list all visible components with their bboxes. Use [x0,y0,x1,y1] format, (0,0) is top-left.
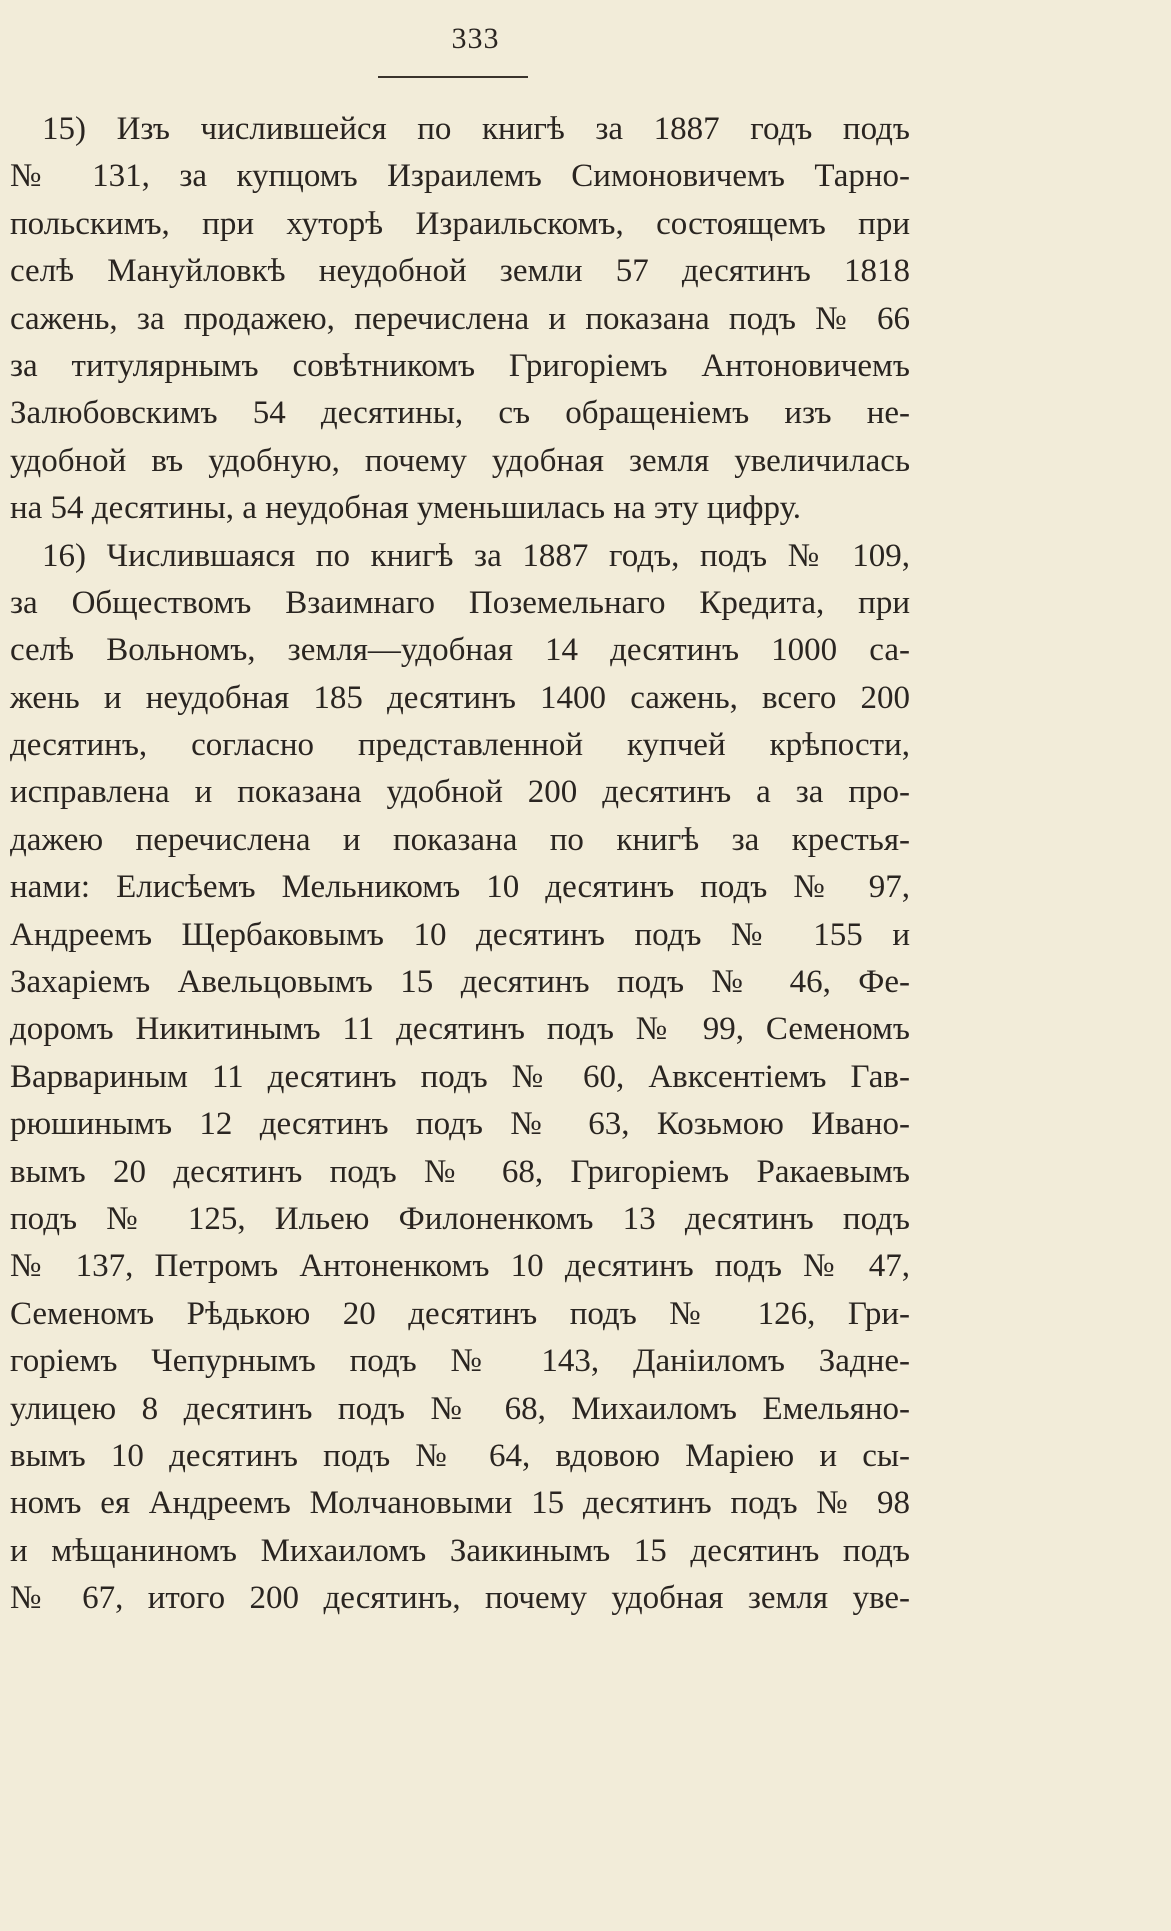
text-line: горіемъ Чепурнымъ подъ № 143, Даніиломъ Задне- [10,1343,910,1380]
text-line: номъ ея Андреемъ Молчановыми 15 десятинъ подъ № 98 [10,1485,910,1522]
text-line: Семеномъ Рѣдькою 20 десятинъ подъ № 126, Гри- [10,1295,910,1332]
text-line: селѣ Вольномъ, земля—удобная 14 десятинъ 1000 са- [10,632,910,669]
text-line: рюшинымъ 12 десятинъ подъ № 63, Козьмою Ивано- [10,1106,910,1143]
text-line: Залюбовскимъ 54 десятины, съ обращеніемъ изъ не- [10,395,910,432]
text-line: польскимъ, при хуторѣ Израильскомъ, состоящемъ при [10,205,910,242]
text-line: сажень, за продажею, перечислена и показана подъ № 66 [10,300,910,337]
text-line: нами: Елисѣемъ Мельникомъ 10 десятинъ подъ № 97, [10,869,910,906]
text-line: Захаріемъ Авельцовымъ 15 десятинъ подъ № 46, Фе- [10,964,910,1001]
text-line: жень и неудобная 185 десятинъ 1400 сажень, всего 200 [10,679,910,716]
text-line: селѣ Мануйловкѣ неудобной земли 57 десятинъ 1818 [10,253,910,290]
page-number: 333 [451,22,500,55]
page-number-rule [378,76,528,78]
text-line: Варвариным 11 десятинъ подъ № 60, Авксентіемъ Гав- [10,1058,910,1095]
text-line: Андреемъ Щербаковымъ 10 десятинъ подъ № 155 и [10,916,910,953]
text-line: вымъ 10 десятинъ подъ № 64, вдовою Маріею и сы- [10,1437,910,1474]
text-line: подъ № 125, Ильею Филоненкомъ 13 десятинъ подъ [10,1200,910,1237]
text-line: 16) Числившаяся по книгѣ за 1887 годъ, подъ № 109, [42,537,910,574]
text-line: 15) Изъ числившейся по книгѣ за 1887 годъ подъ [42,111,910,147]
text-line: десятинъ, согласно представленной купчей крѣпости, [10,727,910,764]
text-line: улицею 8 десятинъ подъ № 68, Михаиломъ Емельяно- [10,1390,910,1427]
text-line: № 137, Петромъ Антоненкомъ 10 десятинъ подъ № 47, [10,1248,910,1285]
text-line: № 131, за купцомъ Израилемъ Симоновичемъ Тарно- [10,158,910,195]
text-line: за Обществомъ Взаимнаго Поземельнаго Кредита, при [10,584,910,621]
body-text [10,106,910,1623]
text-line: № 67, итого 200 десятинъ, почему удобная земля уве- [10,1580,910,1617]
text-line: вымъ 20 десятинъ подъ № 68, Григоріемъ Ракаевымъ [10,1153,910,1190]
text-line: дажею перечислена и показана по книгѣ за крестья- [10,821,910,858]
text-line: за титулярнымъ совѣтникомъ Григоріемъ Антоновичемъ [10,347,910,384]
text-line: доромъ Никитинымъ 11 десятинъ подъ № 99, Семеномъ [10,1011,910,1048]
text-line: на 54 десятины, а неудобная уменьшилась на эту цифру. [10,490,802,527]
text-line: удобной въ удобную, почему удобная земля увеличилась [10,442,910,479]
text-line: исправлена и показана удобной 200 десятинъ а за про- [10,774,910,811]
text-line: и мѣщаниномъ Михаиломъ Заикинымъ 15 десятинъ подъ [10,1532,910,1569]
